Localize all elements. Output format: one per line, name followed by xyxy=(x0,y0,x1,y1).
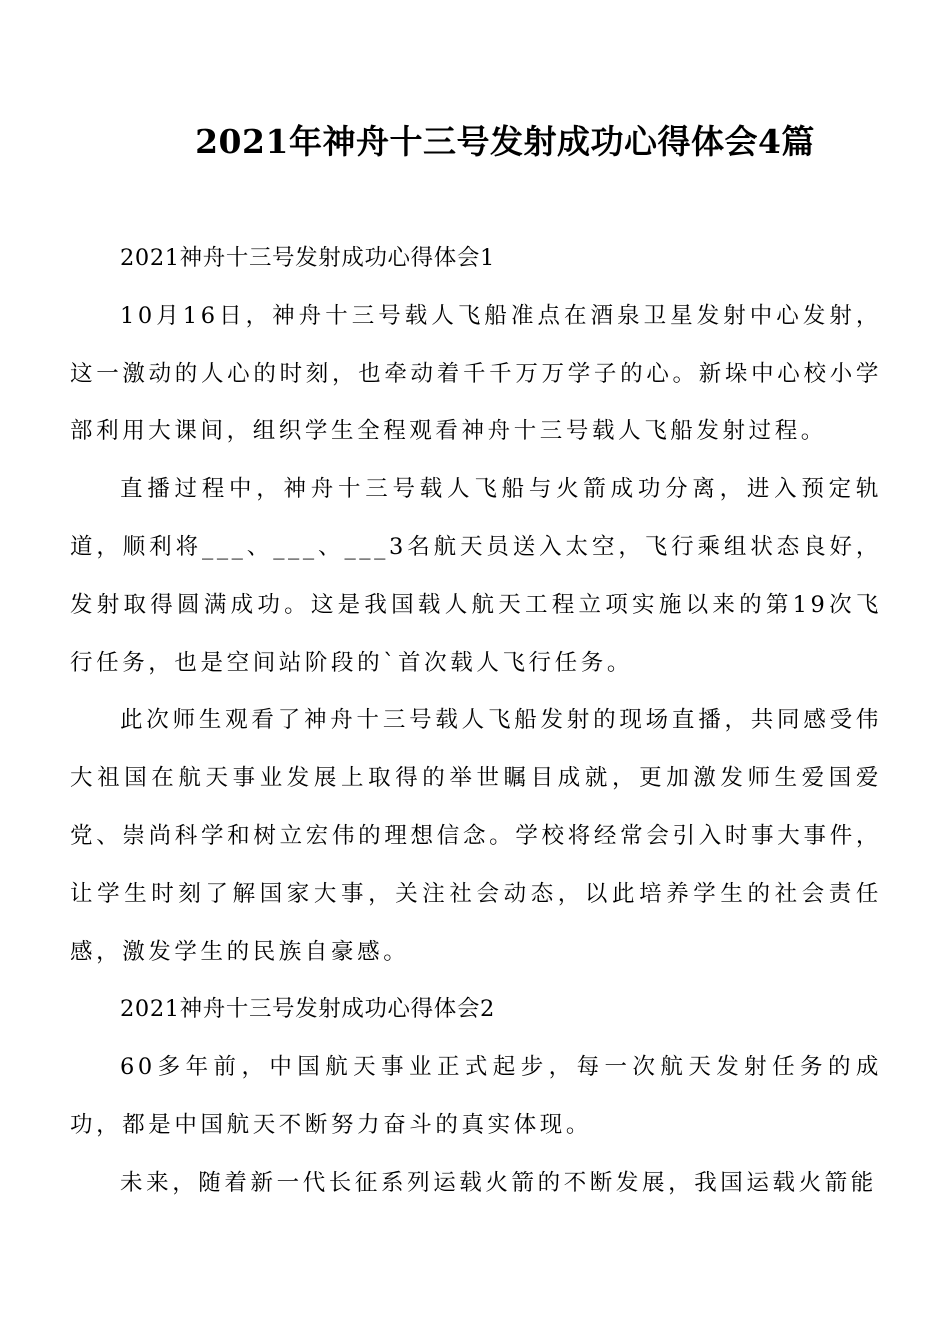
document-title: 2021年神舟十三号发射成功心得体会4篇 xyxy=(195,122,815,162)
document-body xyxy=(70,230,882,1213)
section-heading-1: 2021神舟十三号发射成功心得体会1 xyxy=(120,245,495,271)
paragraph: 此次师生观看了神舟十三号载人飞船发射的现场直播，共同感受伟大祖国在航天事业发展上取得的举世瞩目成就，更加激发师生爱国爱党、崇尚科学和树立宏伟的理想信念。学校将经常会引入时事大事件，让学生时刻了解国家大事，关注社会动态，以此培养学生的社会责任感，激发学生的民族自豪感。 xyxy=(70,707,882,965)
paragraph: 60多年前，中国航天事业正式起步，每一次航天发射任务的成功，都是中国航天不断努力奋斗的真实体现。 xyxy=(70,1054,882,1138)
paragraph: 10月16日，神舟十三号载人飞船准点在酒泉卫星发射中心发射，这一激动的人心的时刻，也牵动着千千万万学子的心。新垛中心校小学部利用大课间，组织学生全程观看神舟十三号载人飞船发射过程。 xyxy=(70,302,882,445)
paragraph: 未来，随着新一代长征系列运载火箭的不断发展，我国运载火箭能 xyxy=(120,1169,877,1196)
paragraph: 直播过程中，神舟十三号载人飞船与火箭成功分离，进入预定轨道，顺利将___、___、___3名航天员送入太空，飞行乘组状态良好，发射取得圆满成功。这是我国载人航天工程立项实施以来的第19次飞行任务，也是空间站阶段的`首次载人飞行任务。 xyxy=(70,476,882,676)
section-heading-2: 2021神舟十三号发射成功心得体会2 xyxy=(120,996,495,1023)
